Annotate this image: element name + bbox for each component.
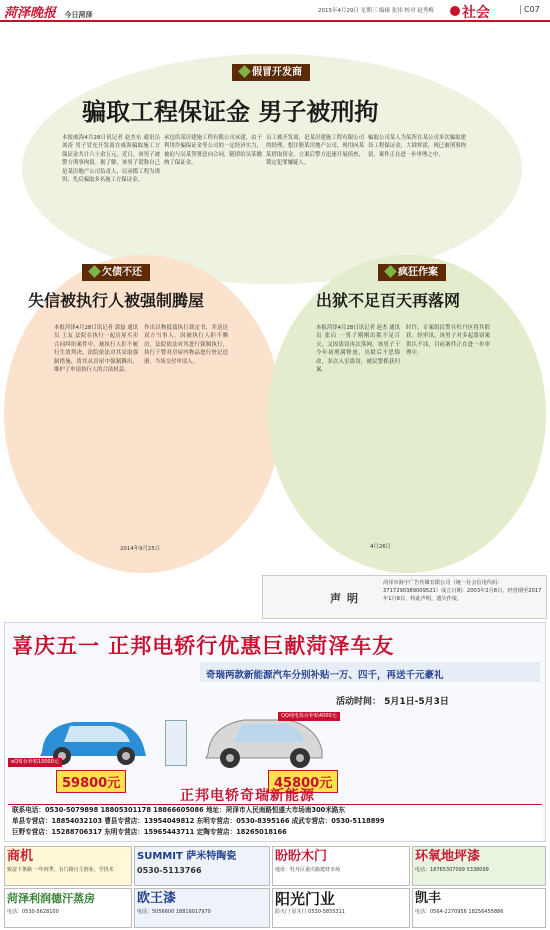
- classified-title: 盼盼木门: [275, 849, 328, 864]
- classified-epoxy-floor: [412, 846, 546, 886]
- classified-text: 0530-5113766: [137, 866, 202, 875]
- classified-text: 防火门 原木门 0530-5855311: [275, 909, 345, 915]
- right-article-col2: 时许，专案组民警在牡丹区将其抓获。经审讯，该男子对多起盗窃案供认不讳，目前案件正在进一步审理中。: [406, 325, 490, 357]
- classified-panpan-doors: [272, 846, 410, 886]
- notice-text: 菏泽市海宇广告传媒有限公司（统一社会信用代码：3717290389009521）成立日期：2003年2月8日，经营期至2017年1月8日，特此声明，遗失作废。: [383, 580, 542, 602]
- price-eq: 59800元: [56, 770, 126, 793]
- classified-text: 地址：牡丹区重庆路建材市场: [275, 867, 341, 873]
- classified-text: 致富千条路 一年四季，有门路自主创业，学技术: [7, 867, 114, 873]
- logo-subtitle: 今日菏泽: [64, 10, 93, 19]
- left-article-headline: 失信被执行人被强制腾屋: [28, 291, 205, 310]
- left-article-date: 2014年9月25日: [120, 546, 161, 552]
- section-icon: [450, 6, 460, 16]
- classified-title: 阳光门业: [275, 890, 336, 908]
- ad-subtitle: 奇瑞两款新能源汽车分别补贴一万、四千，再送千元豪礼: [206, 670, 444, 681]
- charging-pile-icon: [165, 720, 187, 766]
- ad-contact-line2: 单县专营店：18854032103 曹县专营店：13954049812 东明专营店：0530-8395166 成武专营店：0530-5118899: [12, 817, 385, 825]
- top-article-col3: 员工被开发商，是某房建施工程有限公司的经理，想注册某房地产公司，现用向某某借取资金，立案后警方迅速开展侦查，锁定犯罪嫌疑人。: [266, 135, 364, 167]
- diamond-icon: [88, 265, 101, 278]
- top-article-col1: 本报威海4月28日讯记者 赵杰东 通讯员 刘涛 男子冒充开发商在威海骗取施工方保证金共计六十余万元。近日，该男子被警方刑事拘留。据了解，该男子谎称自己是某房地产公司负责人，以承揽工程为诱饵，先后骗取多名施工方保证金。: [62, 135, 160, 184]
- dateline: 2015年4月29日 星期三 编辑 张伟 校对 赵秀梅: [318, 8, 434, 14]
- ad-contact-line1: 联系电话：0530-5079898 18805301178 18866605086 地址：菏泽市人民南路恒盛大市场南300米路东: [12, 806, 346, 814]
- right-article-headline: 出狱不足百天再落网: [316, 291, 461, 310]
- classified-title: 环氧地坪漆: [415, 849, 481, 864]
- ad-title: 喜庆五一 正邦电轿行优惠巨献菏泽车友: [12, 634, 395, 658]
- top-article-col4: 骗取公司某人为某所在某公司多次骗取建设工程保证金，大肆挥霍，现已被刑事拘留，案件正在进一步审理之中。: [368, 135, 466, 158]
- classified-title: 菏泽利润德汗蒸房: [7, 892, 95, 905]
- ad-contact-line3: 巨野专营店：15288706317 东明专营店：15965443711 定陶专营店：18265018166: [12, 828, 287, 836]
- right-article-date: 4月26日: [370, 544, 392, 550]
- top-article-col2: 承包给某房建施工程有限公司承建，由于利用诈骗保证金等公司的一定经济实力，被迫与吴某签署意向合同，随即给吴某缴纳了保证金。: [164, 135, 262, 167]
- notice-label: 声明: [330, 592, 364, 605]
- section-title: 社会: [462, 5, 490, 21]
- right-article-kicker: 疯狂作案: [378, 264, 446, 281]
- price-qq: 45800元: [268, 770, 338, 793]
- classified-text: 电话：0530-5628100: [7, 909, 59, 915]
- classified-text: 电话：0564-2270956 18256455886: [415, 909, 504, 915]
- classified-text: 电话：5056600 18816017970: [137, 909, 211, 915]
- classified-biz-opportunity: [4, 846, 132, 886]
- ad-promo-eq: eQ每台补贴10000元: [8, 758, 62, 767]
- classified-title: 欧王漆: [137, 891, 177, 906]
- diamond-icon: [384, 265, 397, 278]
- classified-sunshine-doors: [272, 888, 410, 928]
- classified-ouwang-paint: [134, 888, 270, 928]
- ad-brand-name: 正邦电轿奇瑞新能源: [180, 788, 315, 804]
- diamond-icon: [238, 65, 251, 78]
- classified-summit-ceramics: [134, 846, 270, 886]
- newspaper-logo: 菏泽晚报 今日菏泽: [4, 6, 93, 21]
- page-number: C07: [520, 5, 540, 14]
- classified-text: 电话：18765307099 5338099: [415, 867, 489, 873]
- classified-title: 凯丰: [415, 891, 442, 906]
- ad-activity-time: 活动时间： 5月1日-5月3日: [336, 697, 449, 707]
- classified-sauna: [4, 888, 132, 928]
- right-article-col1: 本报菏泽4月28日讯记者 赵杰 通讯员 张启 一男子刚刚出狱不足百天，又因盗窃再次落网。该男子于今年初刑满释放，出狱后不思悔改，多次入室盗窃，被民警抓获归案。: [316, 325, 400, 374]
- left-article-col1: 本报菏泽4月28日讯记者 郭磊 通讯员 王友 法院在执行一起房屋买卖合同纠纷案件中，被执行人拒不履行生效判决。法院依法对其采取强制措施，将其从房屋中强制腾出，维护了申请执行人的合法权益。: [54, 325, 138, 374]
- left-article-col2: 作出以物抵债执行裁定书，并送达双方当事人。因被执行人拒不腾房，法院依法对其进行强制执行，执行干警对房屋内物品进行登记造册，当场交付申请人。: [144, 325, 228, 365]
- left-article-kicker: 欠债不还: [82, 264, 150, 281]
- classified-title: SUMMIT 萨米特陶瓷: [137, 851, 237, 862]
- top-article-headline: 骗取工程保证金 男子被刑拘: [82, 97, 379, 126]
- classified-kaifeng: [412, 888, 546, 928]
- top-article-kicker: 假冒开发商: [232, 64, 310, 81]
- ad-promo-qq: QQ纯电每台补贴4000元: [278, 712, 340, 721]
- classified-title: 商机: [7, 849, 34, 864]
